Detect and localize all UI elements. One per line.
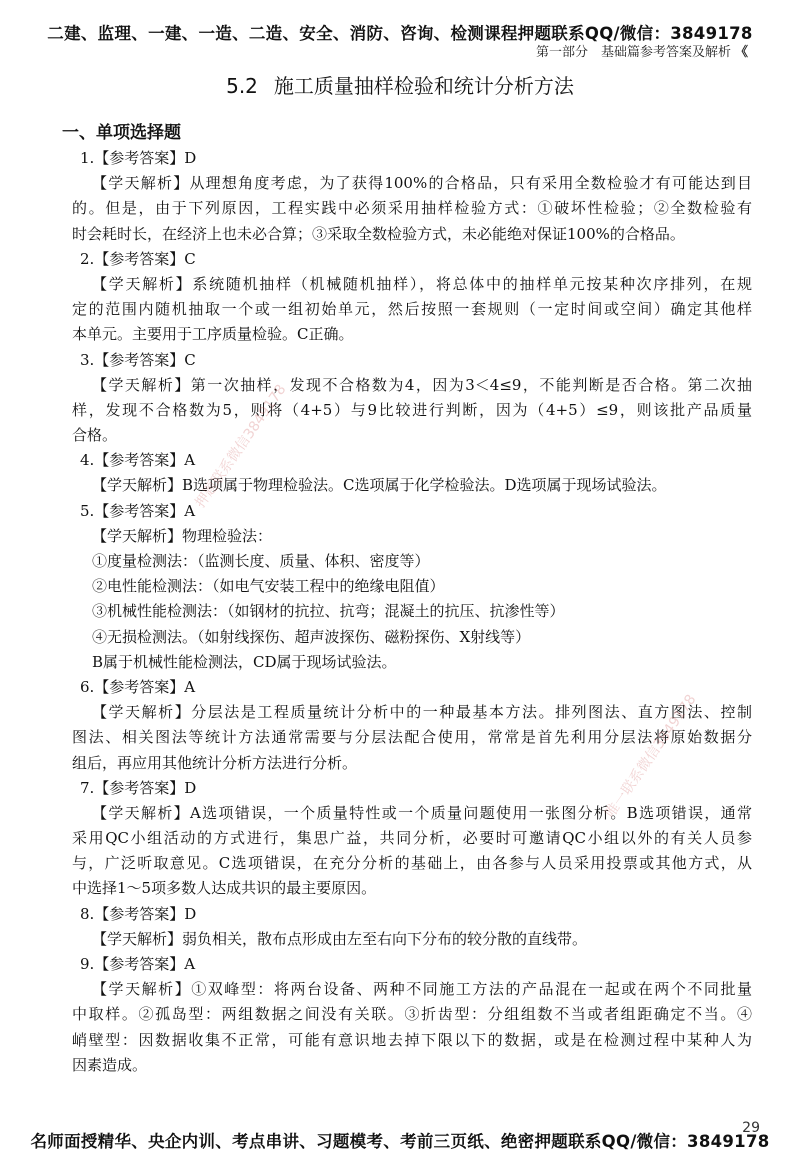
explanation-line: 【学天解析】弱负相关，散布点形成由左至右向下分布的较分散的直线带。: [92, 929, 588, 948]
answer-line: 7.【参考答案】D: [80, 778, 197, 797]
explanation-line: 【学天解析】A选项错误，一个质量特性或一个质量问题使用一张图分析。B选项错误，通常: [92, 803, 752, 822]
explanation-line: ②电性能检测法：（如电气安装工程中的绝缘电阻值）: [92, 577, 445, 596]
explanation-line: B属于机械性能检测法，CD属于现场试验法。: [92, 652, 397, 671]
explanation-line: 图法、相关图法等统计方法通常需要与分层法配合使用，常常是首先利用分层法将原始数据分: [72, 728, 752, 747]
page-number: 29: [742, 1120, 760, 1136]
page-title: [0, 70, 800, 99]
answer-line: 3.【参考答案】C: [80, 350, 196, 369]
watermark: 押题联系微信3849178: [192, 381, 290, 511]
explanation-line: 采用QC小组活动的方式进行，集思广益，共同分析，必要时可邀请QC小组以外的有关人员参: [72, 829, 752, 848]
explanation-line: 时会耗时长，在经济上也未必合算；③采取全数检验方式，未必能绝对保证100%的合格品。: [72, 224, 685, 243]
explanation-line: 样，发现不合格数为5，则将（4+5）与9比较进行判断，因为（4+5）≤9，则该批产品质量: [72, 400, 752, 419]
answer-line: 9.【参考答案】A: [80, 955, 196, 973]
explanation-line: 定的范围内随机抽取一个或一组初始单元，然后按照一套规则（一定时间或空间）确定其他样: [72, 300, 752, 319]
explanation-line: 【学天解析】①双峰型：将两台设备、两种不同施工方法的产品混在一起或在两个不同批量: [92, 980, 752, 999]
explanation-line: 【学天解析】B选项属于物理检验法。C选项属于化学检验法。D选项属于现场试验法。: [92, 476, 667, 495]
answer-line: 5.【参考答案】A: [80, 501, 196, 520]
watermark: 唯一联系微信3849178: [602, 691, 700, 821]
answer-body: [72, 146, 752, 1078]
explanation-line: 合格。: [72, 426, 118, 445]
double-chevron-icon: 《: [734, 45, 748, 60]
answer-line: 1.【参考答案】D: [80, 149, 197, 167]
explanation-line: 【学天解析】分层法是工程质量统计分析中的一种最基本方法。排列图法、直方图法、控制: [92, 703, 752, 722]
explanation-line: 【学天解析】物理检验法：: [92, 526, 273, 545]
explanation-line: ①度量检测法：（监测长度、质量、体积、密度等）: [92, 552, 430, 570]
top-contact-banner: 二建、监理、一建、一造、二造、安全、消防、咨询、检测课程押题联系QQ/微信：3849178: [47, 24, 753, 43]
explanation-line: ④无损检测法。（如射线探伤、超声波探伤、磁粉探伤、X射线等）: [92, 627, 531, 646]
explanation-line: 的。但是，由于下列原因，工程实践中必须采用抽样检验方式：①破坏性检验；②全数检验有: [72, 199, 752, 218]
answer-line: 4.【参考答案】A: [80, 451, 196, 470]
explanation-line: 组后，再应用其他统计分析方法进行分析。: [72, 753, 358, 772]
answer-line: 2.【参考答案】C: [80, 249, 196, 268]
explanation-line: 中选择1～5项多数人达成共识的最主要原因。: [72, 879, 377, 898]
explanation-line: 与，广泛听取意见。C选项错误，在充分分析的基础上，由各参与人员采用投票或其他方式，从: [72, 854, 752, 873]
answer-line: 8.【参考答案】D: [80, 904, 197, 923]
explanation-line: 【学天解析】系统随机抽样（机械随机抽样），将总体中的抽样单元按某种次序排列，在规: [92, 274, 752, 293]
explanation-line: 峭壁型：因数据收集不正常，可能有意识地去掉下限以下的数据，或是在检测过程中某种人为: [72, 1030, 752, 1049]
section-number: 5.2: [226, 74, 258, 98]
explanation-line: 本单元。主要用于工序质量检验。C正确。: [72, 325, 354, 344]
explanation-line: 【学天解析】第一次抽样，发现不合格数为4，因为3＜4≤9，不能判断是否合格。第二次抽: [92, 375, 752, 394]
part-header: [536, 41, 748, 60]
answer-line: 6.【参考答案】A: [80, 677, 196, 696]
section-title: 施工质量抽样检验和统计分析方法: [273, 74, 574, 98]
section-heading: 一、单项选择题: [62, 123, 181, 143]
explanation-line: 【学天解析】从理想角度考虑，为了获得100%的合格品，只有采用全数检验才有可能达到目: [92, 174, 752, 193]
explanation-line: 中取样。②孤岛型：两组数据之间没有关联。③折齿型：分组组数不当或者组距确定不当。④: [72, 1005, 752, 1024]
explanation-line: 因素造成。: [72, 1055, 148, 1074]
part-header-text: 第一部分 基础篇参考答案及解析: [535, 45, 731, 60]
explanation-line: ③机械性能检测法：（如钢材的抗拉、抗弯；混凝土的抗压、抗渗性等）: [92, 602, 565, 621]
bottom-contact-banner: 名师面授精华、央企内训、考点串讲、习题模考、考前三页纸、绝密押题联系QQ/微信：3849178: [30, 1132, 770, 1151]
